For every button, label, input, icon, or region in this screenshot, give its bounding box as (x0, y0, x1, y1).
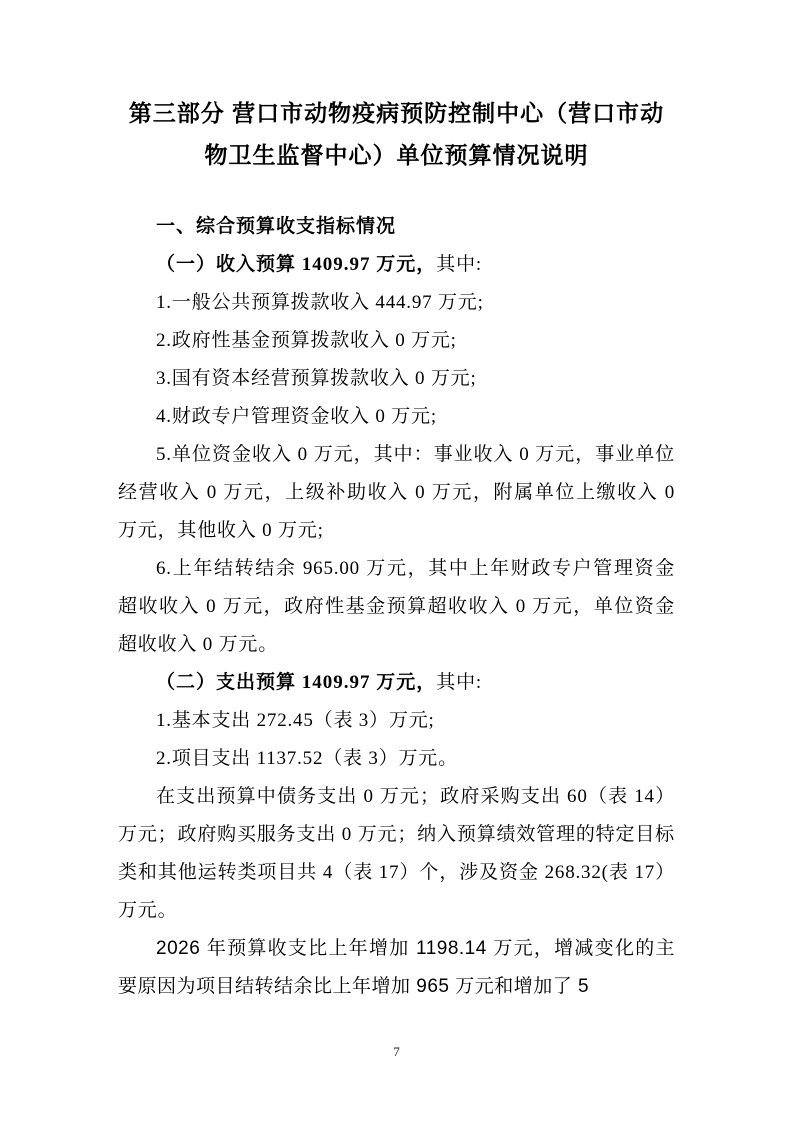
expenditure-detail-paragraph: 在支出预算中债务支出 0 万元；政府采购支出 60（表 14）万元；政府购买服务支出 0 万元；纳入预算绩效管理的特定目标类和其他运转类项目共 4（表 17）个，涉及资金 268.32(表 17）万元。 (118, 786, 675, 921)
page-number: 7 (393, 1044, 400, 1059)
document-title (118, 92, 675, 176)
income-item-2: 2.政府性基金预算拨款收入 0 万元; (156, 330, 457, 351)
income-item-3: 3.国有资本经营预算拨款收入 0 万元; (156, 368, 477, 389)
income-item-6: 6.上年结转结余 965.00 万元，其中上年财政专户管理资金超收收入 0 万元，政府性基金预算超收收入 0 万元，单位资金超收收入 0 万元。 (118, 558, 675, 655)
section-heading-comprehensive-budget: 一、综合预算收支指标情况 (156, 216, 397, 237)
expenditure-budget-lead: （二）支出预算 1409.97 万元， (156, 672, 437, 693)
income-budget-rest: 其中: (436, 254, 482, 275)
expenditure-item-1: 1.基本支出 272.45（表 3）万元; (156, 710, 435, 731)
expenditure-budget-paragraph (118, 664, 675, 702)
document-title-line-2: 物卫生监督中心）单位预算情况说明 (204, 142, 589, 168)
document-title-line-1: 第三部分 营口市动物疫病预防控制中心（营口市动 (128, 100, 665, 126)
income-item-5: 5.单位资金收入 0 万元，其中：事业收入 0 万元，事业单位经营收入 0 万元，上级补助收入 0 万元，附属单位上缴收入 0 万元，其他收入 0 万元; (118, 444, 675, 541)
income-budget-paragraph (118, 246, 675, 284)
document-body (118, 208, 675, 1006)
income-budget-lead: （一）收入预算 1409.97 万元， (156, 254, 437, 275)
expenditure-budget-rest: 其中: (436, 672, 482, 693)
year-comparison-paragraph: 2026 年预算收支比上年增加 1198.14 万元，增减变化的主要原因为项目结转结余比上年增加 965 万元和增加了 5 (118, 938, 675, 997)
income-item-1: 1.一般公共预算拨款收入 444.97 万元; (156, 292, 484, 313)
income-item-4: 4.财政专户管理资金收入 0 万元; (156, 406, 437, 427)
expenditure-item-2: 2.项目支出 1137.52（表 3）万元。 (156, 748, 458, 769)
